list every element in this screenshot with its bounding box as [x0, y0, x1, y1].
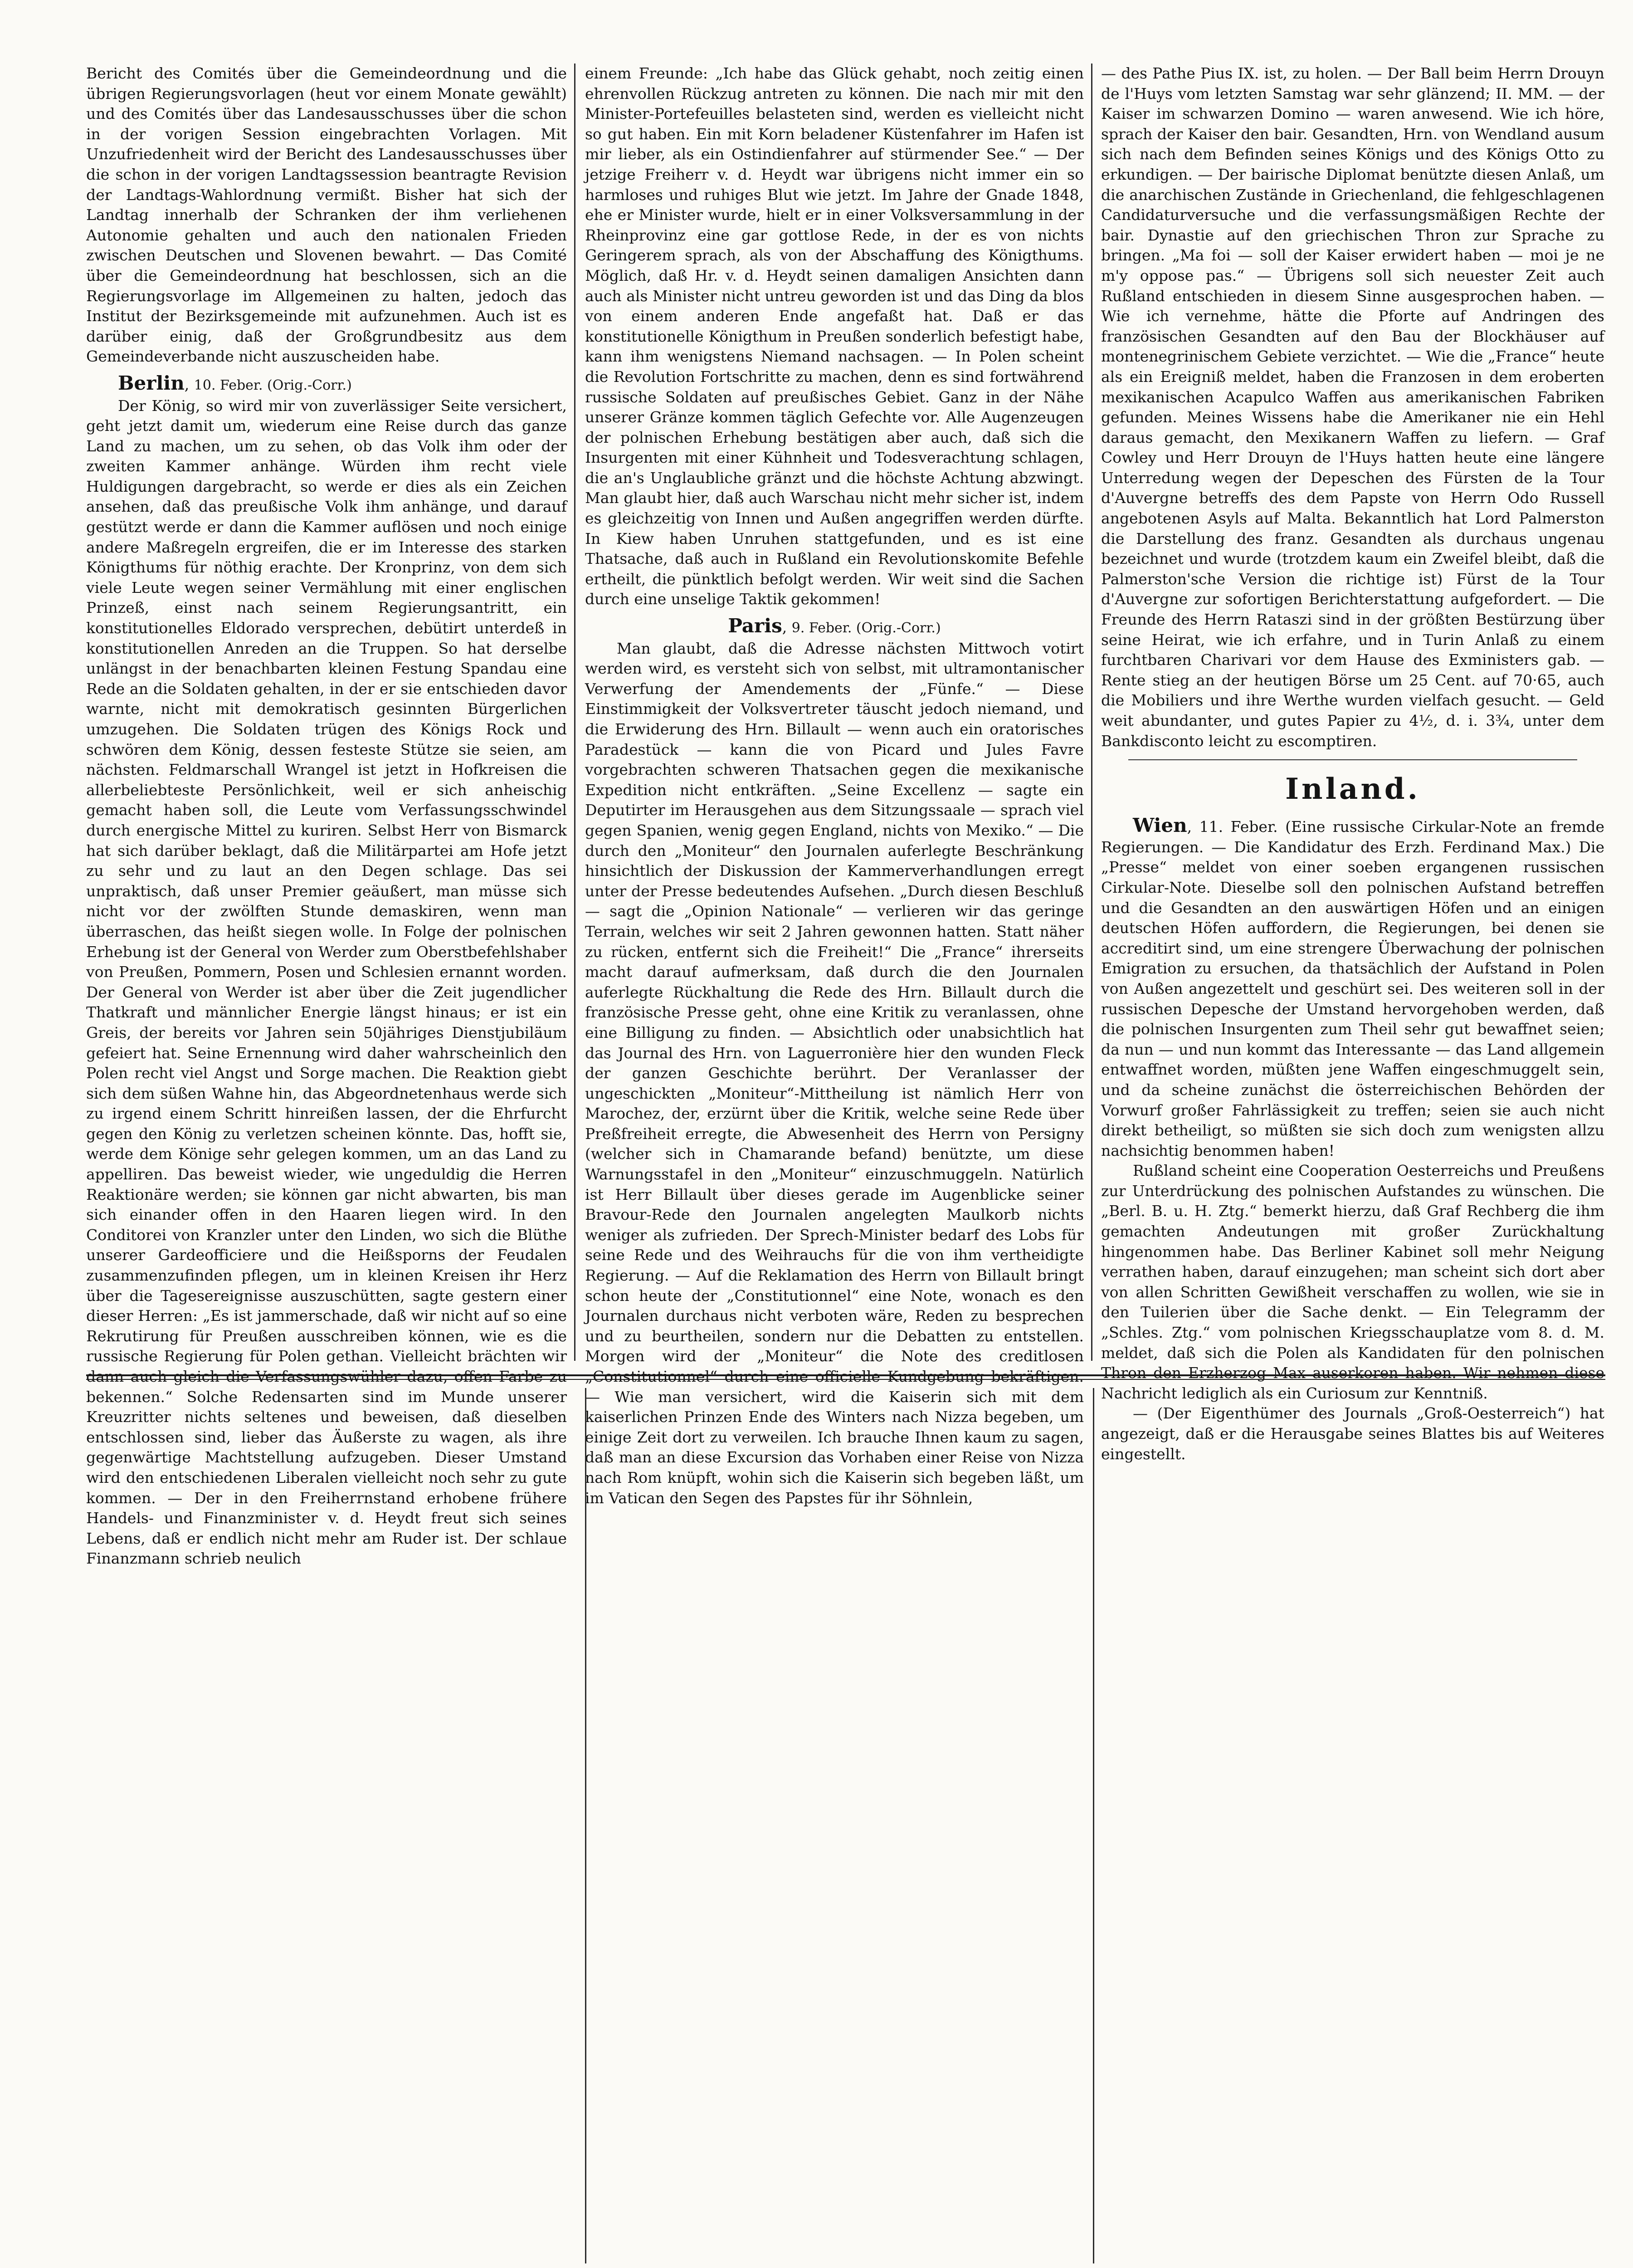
section-divider	[1128, 759, 1577, 760]
berlin-text: Der König, so wird mir von zuverlässiger Seite versichert, geht jetzt damit um, wiederum eine Reise durch das ganze Land zu machen, um zu sehen, ob das Volk ihm oder der zweiten Kammer anhänge. Würden ihm recht viele Huldigungen dargebracht, so werde er dies als ein Zeichen ansehen, daß das preußische Volk ihm anhänge, und darauf gestützt werde er dann die Kammer auflösen und noch einige andere Maßregeln ergreifen, die er im Interesse des starken Königthums für nöthig erachte. Der Kronprinz, von dem sich viele Leute wegen seiner Vermählung mit einer englischen Prinzeß, einst nach seinem Regierungsantritt, ein konstitutionelles Eldorado versprechen, debütirt unterdeß in konstitutionellen Anreden an die Truppen. So hat derselbe unlängst in der benachbarten kleinen Festung Spandau eine Rede an die Soldaten gehalten, in der er sie entschieden davor warnte, nicht mit demokratisch gesinnten Bürgerlichen umzugehen. Die Soldaten trügen des Königs Rock und schwören dem König, dessen festeste Stütze sie seien, am nächsten. Feldmarschall Wrangel ist jetzt in Hofkreisen die allerbeliebteste Persönlichkeit, weil er sich anheischig gemacht haben soll, die Leute vom Verfassungsschwindel durch energische Mittel zu kuriren. Selbst Herr von Bismarck hat sich darüber beklagt, daß die Militärpartei am Hofe jetzt zu sehr und zu laut an den Degen schlage. Das sei unpraktisch, daß unser Premier geäußert, man müsse sich nicht vor der zwölften Stunde demaskiren, wenn man überraschen, das heißt siegen wolle. In Folge der polnischen Erhebung ist der General von Werder zum Oberstbefehlshaber von Preußen, Pommern, Posen und Schlesien ernannt worden. Der General von Werder ist aber über die Zeit jugendlicher Thatkraft und männlicher Energie längst hinaus; er ist ein Greis, der bereits vor Jahren sein 50jähriges Dienstjubiläum gefeiert hat. Seine Ernennung wird daher wahrscheinlich den Polen recht viel Angst und Sorge machen. Die Reaktion giebt sich dem süßen Wahne hin, das Abgeordnetenhaus werde sich zu irgend einem Schritt hinreißen lassen, der die Ehrfurcht gegen den König zu verletzen scheinen könnte. Das, hofft sie, werde dem Könige sehr gelegen kommen, um an das Land zu appelliren. Das beweist wieder, wie ungeduldig die Herren Reaktionäre werden; sie können gar nicht abwarten, bis man sich einander offen in den Haaren liegen wird. In den Conditorei von Kranzler unter den Linden, wo sich die Blüthe unserer Gardeofficiere und die Heißsporns der Feudalen zusammenzufinden pflegen, um in kleinen Kreisen ihr Herz über die Tagesereignisse auszuschütten, sagte gestern einer dieser Herren: „Es ist jammerschade, daß wir nicht auf so eine Rekrutirung für Preußen ausschreiben können, wie es die russische Regierung für Polen gethan. Vielleicht brächten wir dann auch gleich die Verfassungswühler dazu, offen Farbe zu bekennen.“ Solche Redensarten sind im Munde unserer Kreuzritter nichts seltenes und beweisen, daß dieselben entschlossen sind, lieber das Äußerste zu wagen, als ihre gegenwärtige Machtstellung aufzugeben. Dieser Umstand wird den entschiedenen Liberalen vielleicht noch sehr zu gute kommen. — Der in den Freiherrnstand erhobene frühere Handels- und Finanzminister v. d. Heydt freut sich seines Lebens, daß er endlich nicht mehr am Ruder ist. Der schlaue Finanzmann schrieb neulich	[86, 396, 567, 1568]
intro-paragraph: Bericht des Comités über die Gemeindeordnung und die übrigen Regierungsvorlagen (heut vor einem Monate gewählt) und des Comités über das Landesausschusses über die schon in der vorigen Session eingebrachten Vorlagen. Mit Unzufriedenheit wird der Bericht des Landesausschusses über die schon in der vorigen Landtagssession beantragte Revision der Landtags-Wahlordnung vermißt. Bisher hat sich der Landtag innerhalb der Schranken der ihm verliehenen Autonomie gehalten und auch den nationalen Frieden zwischen Deutschen und Slovenen bewahrt. — Das Comité über die Gemeindeordnung hat beschlossen, sich an die Regierungsvorlage im Allgemeinen zu halten, jedoch das Institut der Bezirksgemeinde mit aufzunehmen. Auch ist es darüber einig, daß der Großgrundbesitz aus dem Gemeindeverbande nicht auszuscheiden habe.	[86, 64, 567, 366]
wien-dateline: Wien, 11. Feber. (Eine russische Cirkular-Note an fremde Regierungen. — Die Kandidatur des Erzh. Ferdinand Max.) Die „Presse“ meldet von einer soeben ergangenen russischen Cirkular-Note. Dieselbe soll den polnischen Aufstand betreffen und die Gesandten an den auswärtigen Höfen und an einigen deutschen Höfen auffordern, die Regierungen, bei denen sie accreditirt sind, um eine strengere Überwachung der polnischen Emigration zu ersuchen, da thatsächlich der Aufstand in Polen von Außen angezettelt und geschürt sei. Des weiteren soll in der russischen Depesche der Umstand hervorgehoben werden, daß die polnischen Insurgenten zum Theil sehr gut bewaffnet seien; da nun — und nun kommt das Interessante — das Land allgemein entwaffnet worden, müßten jene Waffen eingeschmuggelt sein, und da scheine zunächst die österreichischen Behörden der Vorwurf großer Fahrlässigkeit zu treffen; seien sie auch nicht direkt betheiligt, so müßten sie sich doch zum wenigsten allzu nachsichtig benommen haben!	[1101, 814, 1605, 1159]
wien-text-3: — (Der Eigenthümer des Journals „Groß-Oesterreich“) hat angezeigt, daß er die Herausgabe seines Blattes bis auf Weiteres eingestellt.	[1101, 1404, 1604, 1463]
lower-column-2	[594, 1388, 1086, 2268]
wien-text: 11. Feber. (Eine russische Cirkular-Note an fremde Regierungen. — Die Kandidatur des Erzh. Ferdinand Max.) Die „Presse“ meldet von einer soeben ergangenen russischen Cirkular-Note. Dieselbe soll den polnischen Aufstand betreffen und die Gesandten an den auswärtigen Höfen und an einigen deutschen Höfen auffordern, die Regierungen, bei denen sie accreditirt sind, um eine strengere Überwachung der polnischen Emigration zu ersuchen, da thatsächlich der Aufstand in Polen von Außen angezettelt und geschürt sei. Des weiteren soll in der russischen Depesche der Umstand hervorgehoben werden, daß die polnischen Insurgenten zum Theil sehr gut bewaffnet seien; da nun — und nun kommt das Interessante — das Land allgemein entwaffnet worden, müßten jene Waffen eingeschmuggelt sein, und da scheine zunächst die österreichischen Behörden der Vorwurf großer Fahrlässigkeit zu treffen; seien sie auch nicht direkt betheiligt, so müßten sie sich doch zum wenigsten allzu nachsichtig benommen haben!	[1101, 818, 1605, 1159]
berlin-date: 10. Feber. (Orig.-Corr.)	[194, 377, 352, 393]
lower-column-3	[1102, 1388, 1605, 2268]
paris-place: Paris	[728, 615, 782, 637]
paris-text: Man glaubt, daß die Adresse nächsten Mittwoch votirt werden wird, es versteht sich von selbst, mit ultramontanischer Verwerfung der Amendements der „Fünfe.“ — Diese Einstimmigkeit der Volksvertreter täuscht jedoch niemand, und die Erwiderung des Hrn. Billault — wenn auch ein oratorisches Paradestück — kann die von Picard und Jules Favre vorgebrachten schweren Thatsachen gegen die mexikanische Expedition nicht entkräften. „Seine Excellenz — sagte ein Deputirter im Herausgehen aus dem Sitzungssaale — sprach viel gegen Spanien, wenig gegen England, nichts von Mexiko.“ — Die durch den „Moniteur“ den Journalen auferlegte Beschränkung hinsichtlich der Diskussion der Kammerverhandlungen erregt unter der Presse bedeutendes Aufsehen. „Durch diesen Beschluß — sagt die „Opinion Nationale“ — verlieren wir das geringe Terrain, welches wir seit 2 Jahren gewonnen hatten. Statt näher zu rücken, entfernt sich die Freiheit!“ Die „France“ ihrerseits macht darauf aufmerksam, daß durch die den Journalen auferlegte Rückhaltung die Rede des Hrn. Billault durch die französische Presse geht, ohne eine Kritik zu veranlassen, ohne eine Billigung zu finden. — Absichtlich oder unabsichtlich hat das Journal des Hrn. von Laguerronière hier den wunden Fleck der ganzen Geschichte berührt. Der Veranlasser der ungeschickten „Moniteur“-Mittheilung ist nämlich Herr von Marochez, der, erzürnt über die Kritik, welche seine Rede über Preßfreiheit erregte, die Abwesenheit des Herrn von Persigny (welcher sich in Chamarande befand) benützte, um diese Warnungsstafel in den „Moniteur“ einzuschmuggeln. Natürlich ist Herr Billault über dieses gerade im Augenblicke seiner Bravour-Rede den Journalen angelegten Maulkorb nichts weniger als zufrieden. Der Sprech-Minister bedarf des Lobs für seine Rede und des Weihrauchs für die von ihm vertheidigte Regierung. — Auf die Reklamation des Herrn von Billault bringt schon heute der „Constitutionnel“ eine Note, wonach es den Journalen durchaus nicht verboten wäre, Reden zu besprechen und zu beurtheilen, sondern nur die Debatten zu entstellen. Morgen wird der „Moniteur“ die Note des creditlosen „Constitutionnel“ durch eine officielle Kundgebung bekräftigen. — Wie man versichert, wird die Kaiserin sich mit dem kaiserlichen Prinzen Ende des Winters nach Nizza begeben, um einige Zeit dort zu verweilen. Ich brauche Ihnen kaum zu sagen, daß man an diese Excursion das Vorhaben einer Reise von Nizza nach Rom knüpft, wohin sich die Kaiserin sich begeben läßt, um im Vatican den Segen des Papstes für ihr Söhnlein,	[585, 639, 1084, 1507]
column-3-text: — des Pathe Pius IX. ist, zu holen. — Der Ball beim Herrn Drouyn de l'Huys vom letzten Samstag war sehr glänzend; II. MM. — der Kaiser im schwarzen Domino — waren anwesend. Wie ich höre, sprach der Kaiser den bair. Gesandten, Hrn. von Wendland ausum sich nach dem Befinden seines Königs und des Königs Otto zu erkundigen. — Der bairische Diplomat benützte diesen Anlaß, um die anarchischen Zustände in Griechenland, die fehlgeschlagenen Candidaturversuche und die verfassungsmäßigen Rechte der bair. Dynastie auf den griechischen Thron zur Sprache zu bringen. „Ma foi — soll der Kaiser erwidert haben — moi je ne m'y oppose pas.“ — Übrigens soll sich neuester Zeit auch Rußland entschieden in diesem Sinne ausgesprochen haben. — Wie ich vernehme, hätte die Pforte auf Andringen des französischen Gesandten auf den Bau der Blockhäuser auf montenegrinischem Gebiete verzichtet. — Wie die „France“ heute als ein Ereigniß meldet, haben die Franzosen in dem eroberten mexikanischen Acapulco Waffen aus amerikanischen Fabriken gefunden. Meines Wissens habe die Amerikaner nie ein Hehl daraus gemacht, den Mexikanern Waffen zu liefern. — Graf Cowley und Herr Drouyn de l'Huys hatten heute eine längere Unterredung wegen der Depeschen des Fürsten de la Tour d'Auvergne betreffs des dem Papste von Herrn Odo Russell angebotenen Asyls auf Malta. Bekanntlich hat Lord Palmerston die Darstellung des franz. Gesandten als durchaus ungenau bezeichnet und wurde (trotzdem kaum ein Zweifel bleibt, daß die Palmerston'sche Version die richtige ist) Fürst de la Tour d'Auvergne zur sofortigen Berichterstattung aufgefordert. — Die Freunde des Herrn Rataszi sind in der größten Bestürzung über seine Heirat, wie ich erfahre, und in Turin Anlaß zu einem furchtbaren Charivari vor dem Hause des Exministers gab. — Rente stieg an der heutigen Börse um 25 Cent. auf 70·65, auch die Mobiliers und ihre Werthe wurden vielfach gesucht. — Geld weit abundanter, und gutes Papier zu 4½, d. i. 3¾, unter dem Bankdisconto leicht zu escomptiren.	[1101, 64, 1604, 750]
column-rule	[585, 1388, 586, 2263]
section-rule-thin	[86, 1379, 1605, 1380]
berlin-dateline: Berlin, 10. Feber. (Orig.-Corr.)	[118, 371, 352, 394]
wien-place: Wien	[1133, 814, 1187, 837]
column-2	[585, 64, 1084, 1507]
paris-dateline: Paris, 9. Feber. (Orig.-Corr.)	[728, 615, 941, 637]
column-rule	[1091, 64, 1092, 1361]
column-rule	[1093, 1388, 1094, 2263]
paris-date: 9. Feber. (Orig.-Corr.)	[791, 620, 941, 636]
berlin-place: Berlin	[118, 371, 185, 394]
column-1	[86, 64, 567, 1568]
lower-column-1	[86, 1429, 578, 2268]
column-rule	[574, 64, 575, 1361]
wien-text-2: Rußland scheint eine Cooperation Oesterreichs und Preußens zur Unterdrückung des polnischen Aufstandes zu wünschen. Die „Berl. B. u. H. Ztg.“ bemerkt hierzu, daß Graf Rechberg die ihm gemachten Andeutungen mit großer Zurückhaltung hingenommen habe. Das Berliner Kabinet soll mehr Neigung verrathen haben, darauf einzugehen; man scheint sich dort aber von allen Schritten Gewißheit verschaffen zu wollen, wie sie in den Tuilerien über die Sache denkt. — Ein Telegramm der „Schles. Ztg.“ vom polnischen Kriegsschauplatze vom 8. d. M. meldet, daß sich die Polen als Kandidaten für den polnischen Thron den Erzherzog Max auserkoren haben. Wir nehmen diese Nachricht lediglich als ein Curiosum zur Kenntniß.	[1101, 1162, 1604, 1402]
inland-title: Inland.	[1285, 772, 1420, 807]
column-3	[1101, 64, 1605, 1463]
section-rule	[86, 1374, 1605, 1376]
column-2-text: einem Freunde: „Ich habe das Glück gehabt, noch zeitig einen ehrenvollen Rückzug antreten zu können. Die nach mir mit den Minister-Portefeuilles belasteten sind, werden es vielleicht nicht so gut haben. Ein mit Korn beladener Küstenfahrer im Hafen ist mir lieber, als ein Ostindienfahrer auf stürmender See.“ — Der jetzige Freiherr v. d. Heydt war übrigens nicht immer ein so harmloses und ruhiges Blut wie jetzt. Im Jahre der Gnade 1848, ehe er Minister wurde, hielt er in einer Volksversammlung in der Rheinprovinz eine gar gottlose Rede, in der es von nichts Geringerem sprach, als von der Abschaffung des Königthums. Möglich, daß Hr. v. d. Heydt seinen damaligen Ansichten dann auch als Minister nicht untreu geworden ist und das Ding da blos von einem anderen Ende angefaßt hat. Daß er das konstitutionelle Königthum in Preußen sonderlich befestigt habe, kann ihm wenigstens Niemand nachsagen. — In Polen scheint die Revolution Fortschritte zu machen, denn es sind fortwährend russische Soldaten auf preußisches Gebiet. Ganz in der Nähe unserer Gränze kommen täglich Gefechte vor. Alle Augenzeugen der polnischen Erhebung bestätigen aber auch, daß sich die Insurgenten mit einer Kühnheit und Todesverachtung schlagen, die an's Unglaubliche gränzt und die höchste Achtung abzwingt. Man glaubt hier, daß auch Warschau nicht mehr sicher ist, indem es gleichzeitig von Innen und Außen angegriffen werden dürfte. In Kiew haben Unruhen stattgefunden, und es ist eine Thatsache, daß auch in Rußland ein Revolutionskomite Befehle ertheilt, die pünktlich befolgt werden. Wir weit sind die Sachen durch eine unselige Taktik gekommen!	[585, 64, 1084, 608]
